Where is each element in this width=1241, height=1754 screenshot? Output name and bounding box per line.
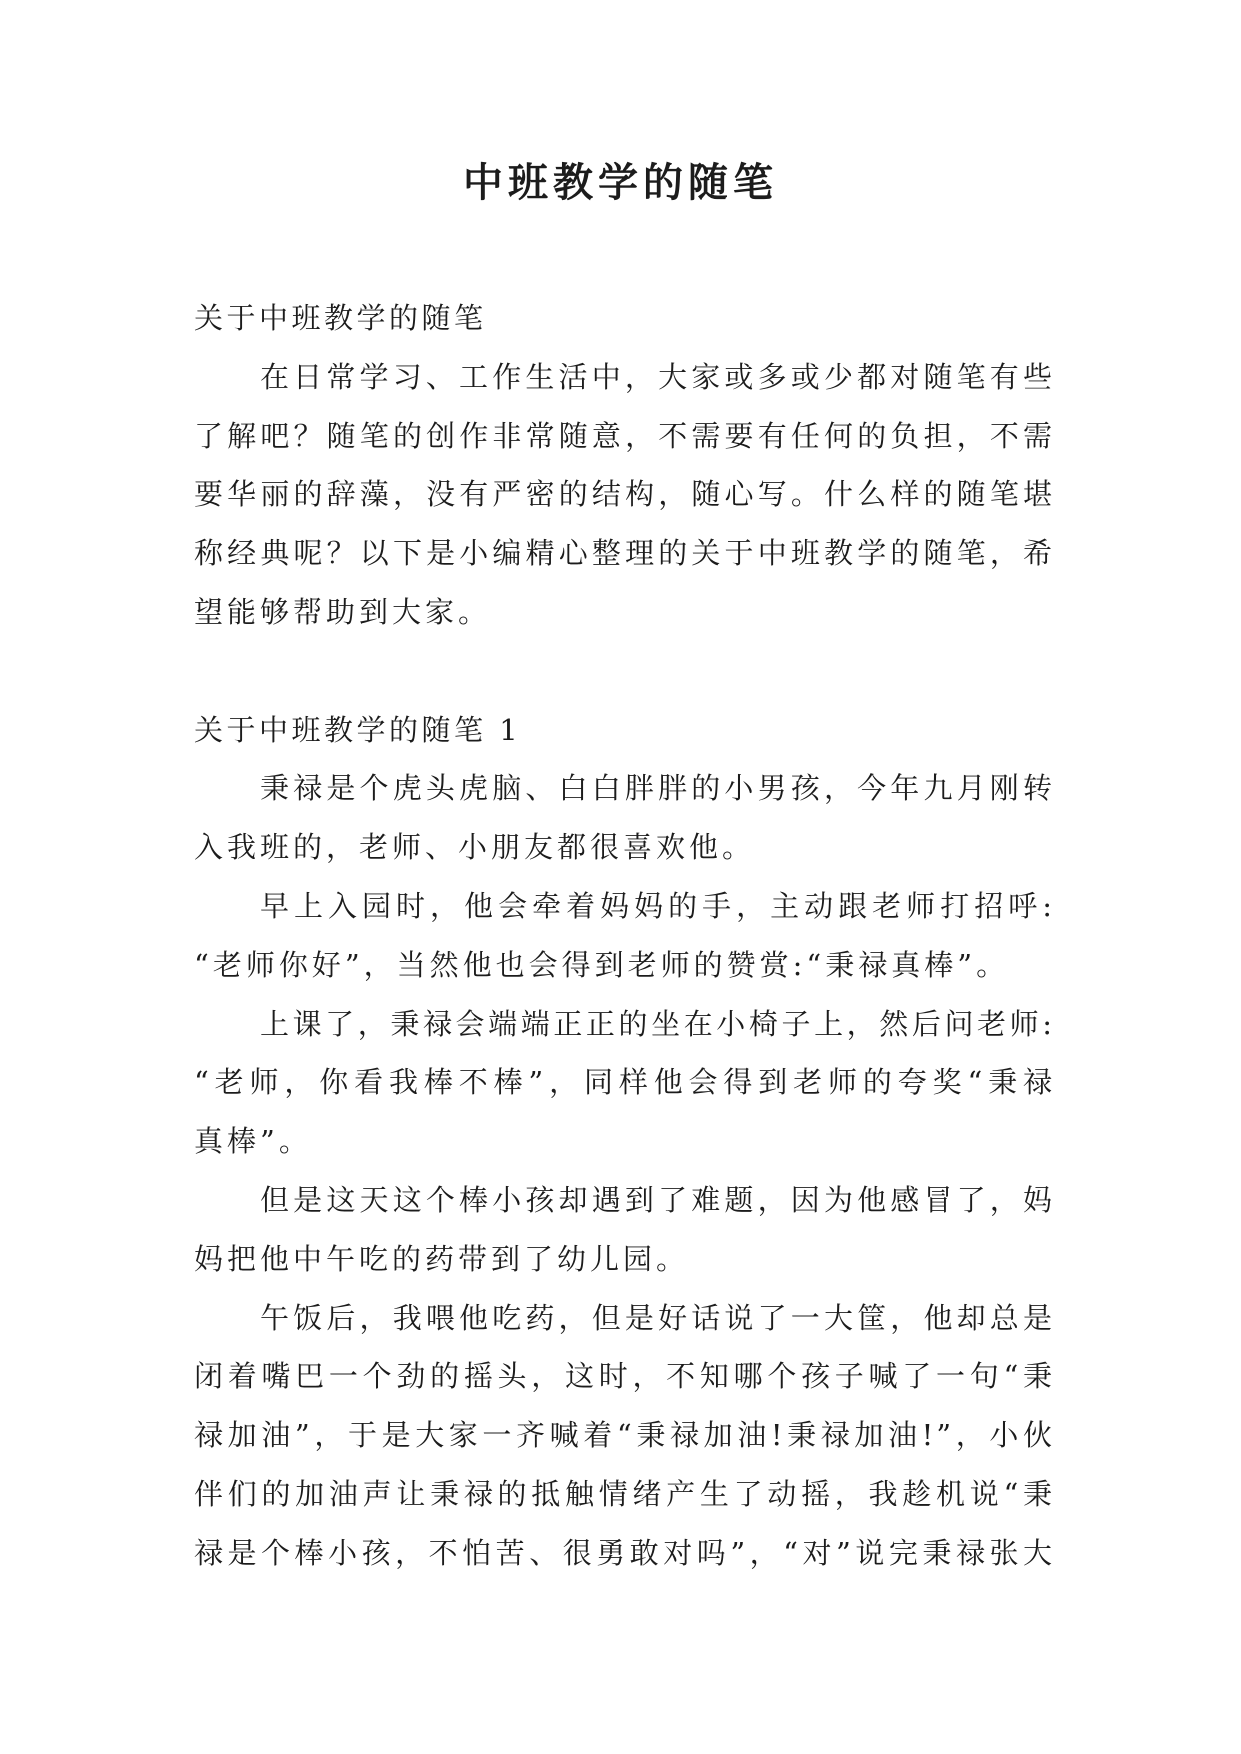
paragraph-line: “老师，你看我棒不棒”，同样他会得到老师的夸奖“秉禄 xyxy=(194,1065,1055,1100)
paragraph-line: 禄加油”，于是大家一齐喊着“秉禄加油!秉禄加油!”，小伙 xyxy=(194,1418,1055,1453)
paragraph-line: 真棒”。 xyxy=(194,1124,312,1159)
document-title: 中班教学的随笔 xyxy=(463,159,778,206)
section xyxy=(194,701,1055,1583)
paragraph-line: 闭着嘴巴一个劲的摇头，这时，不知哪个孩子喊了一句“秉 xyxy=(194,1359,1055,1394)
document-body xyxy=(194,289,1055,1583)
paragraph xyxy=(194,1289,1055,1583)
paragraph-line: 但是这天这个棒小孩却遇到了难题，因为他感冒了，妈 xyxy=(260,1182,1055,1217)
paragraph-line: 上课了，秉禄会端端正正的坐在小椅子上，然后问老师: xyxy=(260,1006,1055,1041)
paragraph-line: 伴们的加油声让秉禄的抵触情绪产生了动摇，我趁机说“秉 xyxy=(194,1476,1055,1511)
paragraph-line: 秉禄是个虎头虎脑、白白胖胖的小男孩，今年九月刚转 xyxy=(260,771,1055,806)
paragraph-line: 了解吧？随笔的创作非常随意，不需要有任何的负担，不需 xyxy=(194,418,1055,453)
paragraph xyxy=(194,759,1055,877)
paragraph-line: 禄是个棒小孩，不怕苦、很勇敢对吗”，“对”说完秉禄张大 xyxy=(194,1535,1055,1570)
paragraph-line: 要华丽的辞藻，没有严密的结构，随心写。什么样的随笔堪 xyxy=(194,477,1055,512)
paragraph xyxy=(194,877,1055,995)
paragraph xyxy=(194,348,1055,642)
paragraph-line: 妈把他中午吃的药带到了幼儿园。 xyxy=(194,1241,690,1276)
paragraph-line: 望能够帮助到大家。 xyxy=(194,594,492,629)
section-heading: 关于中班教学的随笔 xyxy=(194,301,487,335)
section-heading: 关于中班教学的随笔 1 xyxy=(194,712,522,747)
paragraph-line: 在日常学习、工作生活中，大家或多或少都对随笔有些 xyxy=(260,359,1055,394)
paragraph xyxy=(194,995,1055,1171)
paragraph xyxy=(194,1171,1055,1289)
paragraph-line: 早上入园时，他会牵着妈妈的手，主动跟老师打招呼: xyxy=(260,888,1055,923)
paragraph-line: 午饭后，我喂他吃药，但是好话说了一大筐，他却总是 xyxy=(260,1300,1055,1335)
paragraph-line: 入我班的，老师、小朋友都很喜欢他。 xyxy=(194,830,756,865)
section xyxy=(194,289,1055,642)
paragraph-line: 称经典呢？以下是小编精心整理的关于中班教学的随笔，希 xyxy=(194,536,1055,571)
paragraph-line: “老师你好”，当然他也会得到老师的赞赏:“秉禄真棒”。 xyxy=(194,947,1010,982)
